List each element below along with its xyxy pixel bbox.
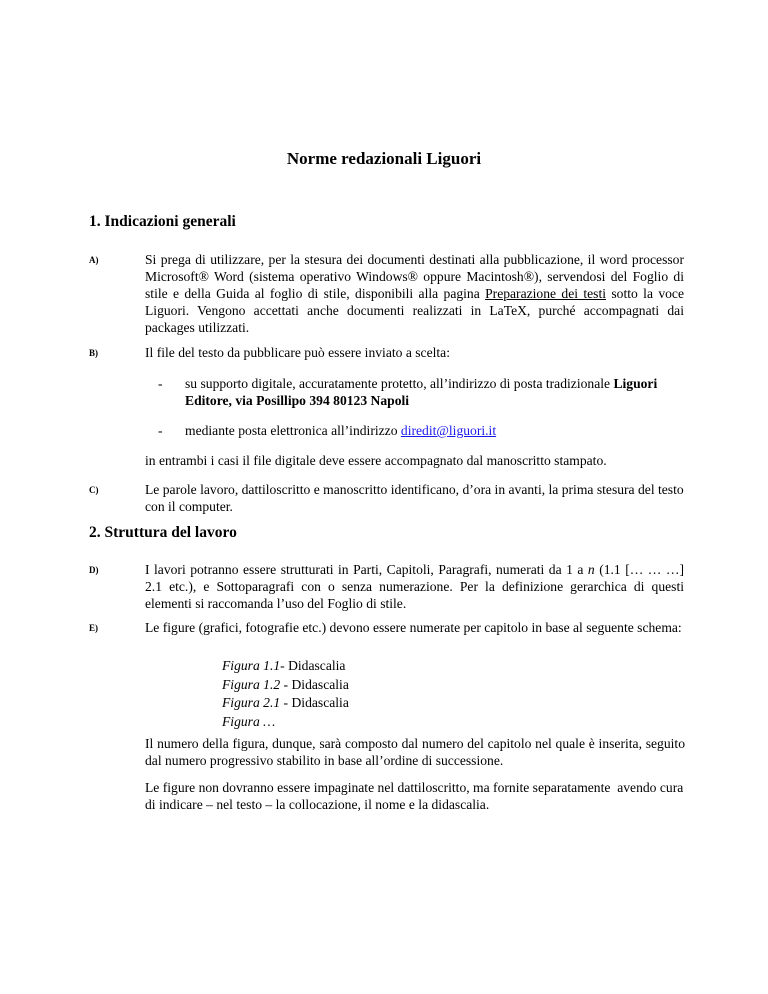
item-b-intro: Il file del testo da pubblicare può essere inviato a scelta:: [145, 345, 450, 360]
figure-entry: Figura 2.1 - Didascalia: [222, 695, 349, 710]
delivery-option-postal: - su supporto digitale, accuratamente protetto, all’indirizzo di posta tradizionale Liguori Editore, via Posillipo 394 80123 Napoli: [158, 376, 658, 408]
figure-entry: Figura 1.2 - Didascalia: [222, 676, 349, 692]
item-b: [89, 344, 684, 361]
figure-list: [222, 657, 349, 731]
section-heading-2: 2. Struttura del lavoro: [89, 524, 237, 541]
item-letter: D): [89, 565, 99, 575]
item-e: [89, 619, 684, 636]
item-a: [89, 251, 684, 336]
item-letter: E): [89, 623, 98, 633]
item-d: [89, 561, 684, 612]
item-letter: A): [89, 255, 99, 265]
preparazione-testi-link[interactable]: Preparazione dei testi: [485, 286, 607, 301]
item-c-text: Le parole lavoro, dattiloscritto e manoscritto identificano, d’ora in avanti, la prima stesura del testo con il computer.: [145, 482, 684, 514]
figure-entry: Figura 1.1- Didascalia: [222, 658, 346, 673]
item-e-text: Le figure (grafici, fotografie etc.) devono essere numerate per capitolo in base al seguente schema:: [145, 620, 682, 635]
list-dash: -: [158, 376, 163, 391]
item-d-text: I lavori potranno essere strutturati in Parti, Capitoli, Paragrafi, numerati da 1 a n (1.1 [… … …] 2.1 etc.), e Sottoparagrafi con o senza numerazione. Per la definizione gerarchica di questi elementi si raccomanda l’uso del Foglio di stile.: [145, 562, 684, 611]
figure-entry: Figura …: [222, 713, 276, 729]
item-a-text: Si prega di utilizzare, per la stesura dei documenti destinati alla pubblicazione, il word processor Microsoft® Word (sistema operativo Windows® oppure Macintosh®), servendosi del Foglio di stile e della Guida al foglio di stile, disponibili alla pagina Preparazione dei testi sotto la voce Liguori. Vengono accettati anche documenti realizzati in LaTeX, purché accompagnati dai packages utilizzati.: [145, 252, 684, 335]
item-e-para1: Il numero della figura, dunque, sarà composto dal numero del capitolo nel quale è inserita, seguito dal numero progressivo stabilito in base all’ordine di successione.: [145, 736, 685, 768]
item-e-para2: Le figure non dovranno essere impaginate nel dattiloscritto, ma fornite separatamente avendo cura di indicare – nel testo – la collocazione, il nome e la didascalia.: [145, 780, 687, 812]
document-title: Norme redazionali Liguori: [286, 149, 482, 168]
item-letter: C): [89, 485, 99, 495]
postal-address: Liguori Editore, via Posillipo 394 80123 Napoli: [185, 376, 658, 408]
list-dash: -: [158, 423, 163, 438]
item-letter: B): [89, 348, 98, 358]
item-b-footer: in entrambi i casi il file digitale deve essere accompagnato dal manoscritto stampato.: [145, 453, 607, 468]
delivery-option-email: - mediante posta elettronica all’indirizzo diredit@liguori.it: [158, 423, 497, 438]
email-link[interactable]: diredit@liguori.it: [400, 423, 497, 438]
item-c: [89, 481, 684, 515]
section-heading-1: 1. Indicazioni generali: [89, 213, 236, 230]
